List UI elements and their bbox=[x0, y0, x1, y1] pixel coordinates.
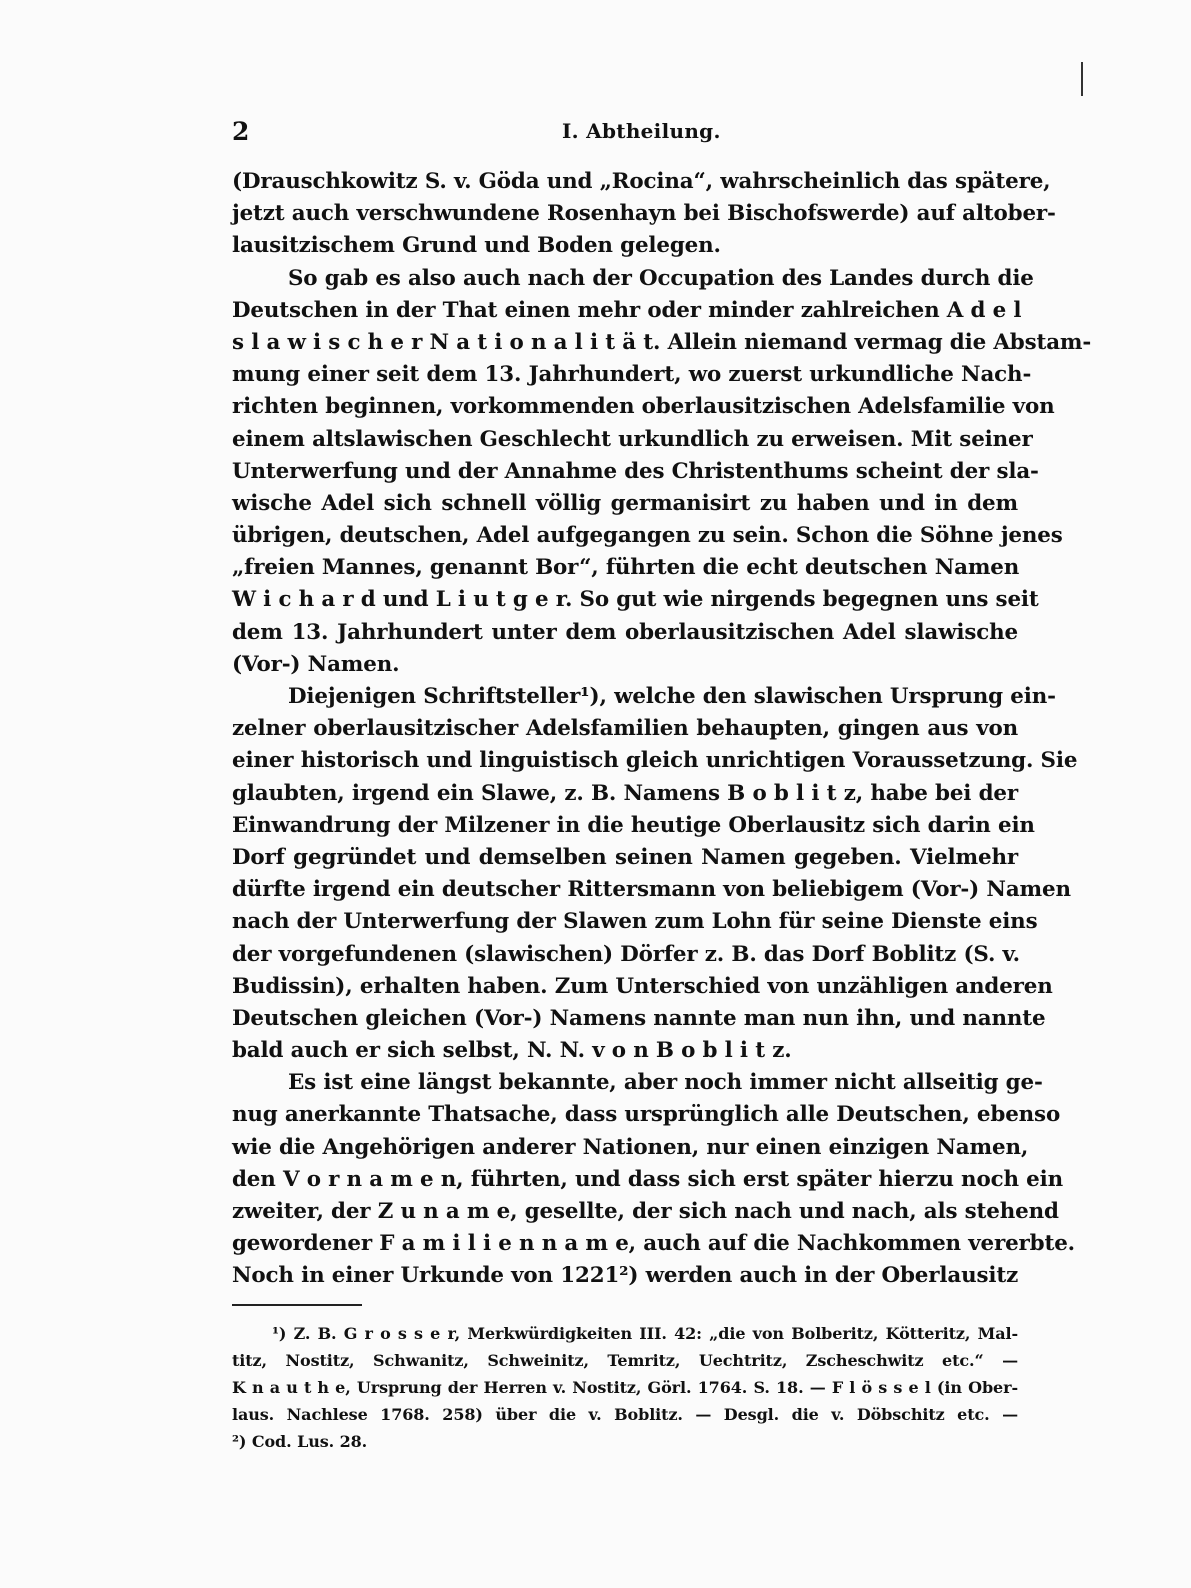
footnote-line: ¹) Z. B. G r o s s e r, Merkwürdigkeiten III. 42: „die von Bolberitz, Kötteritz, Mal- bbox=[272, 1324, 1018, 1343]
text-line: gewordener F a m i l i e n n a m e, auch auf die Nachkommen vererbte. bbox=[232, 1231, 1075, 1257]
text-line: s l a w i s c h e r N a t i o n a l i t ä t. Allein niemand vermag die Abstam- bbox=[232, 329, 1092, 355]
text-line: nug anerkannte Thatsache, dass ursprünglich alle Deutschen, ebenso bbox=[232, 1102, 1061, 1128]
text-line: zelner oberlausitzischer Adelsfamilien behaupten, gingen aus von bbox=[232, 716, 1018, 742]
text-line: wie die Angehörigen anderer Nationen, nur einen einzigen Namen, bbox=[232, 1134, 1029, 1160]
text-line: dem 13. Jahrhundert unter dem oberlausitzischen Adel slawische bbox=[232, 619, 1018, 645]
text-line: Noch in einer Urkunde von 1221²) werden auch in der Oberlausitz bbox=[232, 1263, 1019, 1289]
text-line: dürfte irgend ein deutscher Rittersmann von beliebigem (Vor-) Namen bbox=[232, 877, 1071, 903]
text-line: mung einer seit dem 13. Jahrhundert, wo zuerst urkundliche Nach- bbox=[232, 362, 1032, 388]
text-line: W i c h a r d und L i u t g e r. So gut wie nirgends begegnen uns seit bbox=[232, 587, 1039, 613]
text-line: Unterwerfung und der Annahme des Christenthums scheint der sla- bbox=[232, 458, 1039, 484]
text-line: So gab es also auch nach der Occupation des Landes durch die bbox=[288, 265, 1034, 291]
text-line: jetzt auch verschwundene Rosenhayn bei Bischofswerde) auf altober- bbox=[232, 201, 1056, 227]
text-line: den V o r n a m e n, führten, und dass sich erst später hierzu noch ein bbox=[232, 1166, 1063, 1192]
text-line: richten beginnen, vorkommenden oberlausitzischen Adelsfamilie von bbox=[232, 394, 1055, 420]
text-line: (Vor-) Namen. bbox=[232, 651, 400, 677]
margin-mark bbox=[1081, 62, 1083, 96]
page-number: 2 bbox=[232, 117, 250, 146]
text-line: Deutschen gleichen (Vor-) Namens nannte man nun ihn, und nannte bbox=[232, 1005, 1046, 1031]
running-head: I. Abtheilung. bbox=[562, 119, 721, 143]
text-line: bald auch er sich selbst, N. N. v o n B o b l i t z. bbox=[232, 1038, 792, 1064]
body-text bbox=[232, 166, 1092, 1293]
page-header bbox=[232, 117, 1020, 147]
footnote-rule bbox=[232, 1304, 362, 1306]
text-line: wische Adel sich schnell völlig germanisirt zu haben und in dem bbox=[232, 490, 1018, 516]
text-line: (Drauschkowitz S. v. Göda und „Rocina“, wahrscheinlich das spätere, bbox=[232, 169, 1051, 194]
text-line: zweiter, der Z u n a m e, gesellte, der sich nach und nach, als stehend bbox=[232, 1199, 1059, 1224]
text-line: lausitzischem Grund und Boden gelegen. bbox=[232, 233, 721, 259]
text-line: nach der Unterwerfung der Slawen zum Lohn für seine Dienste eins bbox=[232, 909, 1038, 935]
footnote-line: K n a u t h e, Ursprung der Herren v. Nostitz, Görl. 1764. S. 18. — F l ö s s e l (in Ober- bbox=[232, 1378, 1018, 1397]
footnote-line: laus. Nachlese 1768. 258) über die v. Boblitz. — Desgl. die v. Döbschitz etc. — bbox=[232, 1405, 1018, 1424]
text-line: Deutschen in der That einen mehr oder minder zahlreichen A d e l bbox=[232, 297, 1022, 323]
text-line: glaubten, irgend ein Slawe, z. B. Namens B o b l i t z, habe bei der bbox=[232, 780, 1018, 806]
text-line: der vorgefundenen (slawischen) Dörfer z. B. das Dorf Boblitz (S. v. bbox=[232, 941, 1020, 967]
text-line: Budissin), erhalten haben. Zum Unterschied von unzähligen anderen bbox=[232, 973, 1053, 999]
text-line: einer historisch und linguistisch gleich unrichtigen Voraussetzung. Sie bbox=[232, 748, 1078, 774]
text-line: Es ist eine längst bekannte, aber noch immer nicht allseitig ge- bbox=[288, 1070, 1043, 1096]
text-line: Dorf gegründet und demselben seinen Namen gegeben. Vielmehr bbox=[232, 844, 1018, 870]
text-line: einem altslawischen Geschlecht urkundlich zu erweisen. Mit seiner bbox=[232, 426, 1033, 452]
text-line: Einwandrung der Milzener in die heutige Oberlausitz sich darin ein bbox=[232, 812, 1035, 838]
text-line: „freien Mannes, genannt Bor“, führten die echt deutschen Namen bbox=[232, 555, 1020, 581]
footnote-line: titz, Nostitz, Schwanitz, Schweinitz, Temritz, Uechtritz, Zscheschwitz etc.“ — bbox=[232, 1351, 1018, 1370]
footnotes bbox=[232, 1320, 1018, 1455]
text-line: übrigen, deutschen, Adel aufgegangen zu sein. Schon die Söhne jenes bbox=[232, 523, 1063, 549]
text-line: Diejenigen Schriftsteller¹), welche den slawischen Ursprung ein- bbox=[288, 684, 1056, 709]
footnote-line: ²) Cod. Lus. 28. bbox=[232, 1432, 368, 1451]
